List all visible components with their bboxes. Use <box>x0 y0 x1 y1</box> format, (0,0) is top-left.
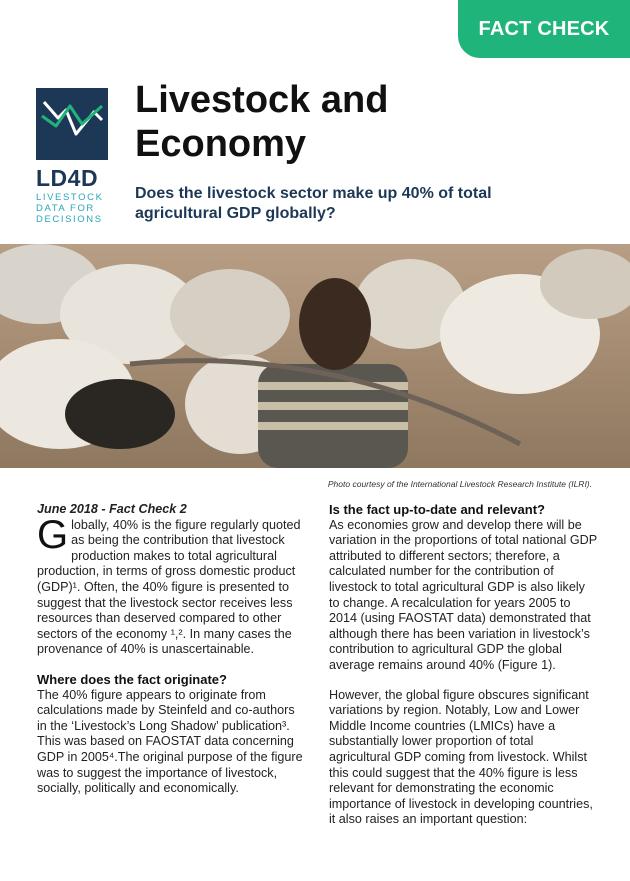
ld4d-logo <box>36 88 114 225</box>
page-subtitle: Does the livestock sector make up 40% of total agricultural GDP globally? <box>135 185 492 222</box>
logo-mark <box>36 88 108 160</box>
origin-paragraph: The 40% figure appears to originate from calculations made by Steinfeld and co-authors in the ‘Livestock’s Long Shadow’ publication³. This was based on FAOSTAT data concerning GDP in 2005⁴.The original purpose of the figure was to suggest the importance of livestock, socially, politically and economically. <box>37 687 303 796</box>
drop-cap: G <box>37 512 69 557</box>
intro-paragraph <box>37 512 307 658</box>
page-title: Livestock and Economy <box>135 79 389 165</box>
intro-text: lobally, 40% is the figure regularly quoted as being the contribution that livestock production makes to total agricultural production, in terms of gross domestic product (GDP)¹. Often, the 40% figure is presented to suggest that the livestock sector receives less resources than deserved compared to other sectors of the economy ¹,². In many cases the provenance of 40% is unascertainable. <box>37 517 301 657</box>
logo-tagline-2: DATA FOR <box>36 203 95 214</box>
fact-check-badge: FACT CHECK <box>458 0 630 58</box>
right-column <box>329 502 597 828</box>
left-column <box>37 502 307 797</box>
relevance-paragraph-2: However, the global figure obscures significant variations by region. Notably, Low and Lower Middle Income countries (LMICs) have a substantially lower proportion of total agricultural GDP coming from livestock. Whilst this could suggest that the 40% figure is less relevant for demonstrating the economic importance of livestock in developing countries, it also raises an important question: <box>329 687 593 827</box>
hero-photo <box>0 244 630 468</box>
logo-name: LD4D <box>36 165 99 191</box>
logo-tagline-3: DECISIONS <box>36 214 103 225</box>
relevance-paragraph-1: As economies grow and develop there will be variation in the proportions of total national GDP attributed to different sectors; therefore, a calculated number for the contribution of livestock to total agricultural GDP is also likely to change. A recalculation for years 2005 to 2014 (using FAOSTAT data) demonstrated that although there has been variation in livestock’s contribution to agricultural GDP the global average remains around 40% (Figure 1). <box>329 517 597 672</box>
boy-with-goats-photo <box>0 244 630 468</box>
logo-chart-icon <box>36 88 108 160</box>
logo-tagline-1: LIVESTOCK <box>36 192 104 203</box>
photo-caption: Photo courtesy of the International Livestock Research Institute (ILRI). <box>327 479 592 489</box>
section-heading-relevance: Is the fact up-to-date and relevant? <box>329 502 545 517</box>
section-heading-origin: Where does the fact originate? <box>37 671 227 687</box>
issue-date: June 2018 - Fact Check 2 <box>37 502 187 516</box>
